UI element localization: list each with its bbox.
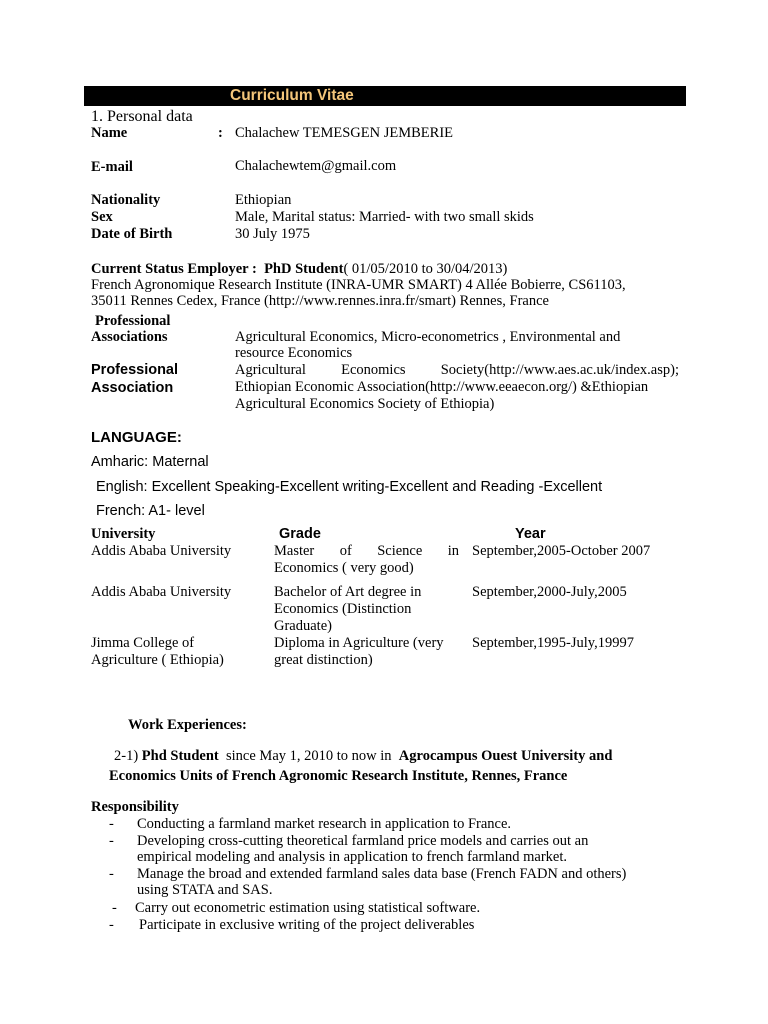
responsibility-item-2-line2: empirical modeling and analysis in application to french farmland market. — [137, 849, 568, 865]
work-entry-role: Phd Student — [141, 748, 219, 764]
language-french: French: A1- level — [96, 503, 205, 519]
education-row1-grade-line2: Economics ( very good) — [274, 560, 414, 576]
education-row3-grade-line1: Diploma in Agriculture (very — [274, 635, 444, 651]
responsibility-item-1: Conducting a farmland market research in application to France. — [137, 816, 512, 832]
work-entry-since: since May 1, 2010 to now in — [226, 748, 392, 764]
name-label: Name — [91, 125, 128, 141]
dob-value: 30 July 1975 — [235, 226, 310, 242]
education-row3-university-line1: Jimma College of — [91, 635, 195, 651]
education-row2-grade-line2: Economics (Distinction — [274, 601, 412, 617]
education-row2-year: September,2000-July,2005 — [472, 584, 627, 600]
prof-associations-value-line2: resource Economics — [235, 345, 353, 361]
language-amharic: Amharic: Maternal — [91, 454, 209, 470]
prof-associations-value-line1: Agricultural Economics, Micro-econometrics , Environmental and — [235, 329, 621, 345]
bullet-marker: - — [109, 917, 114, 933]
responsibility-item-2-line1: Developing cross-cutting theoretical farmland price models and carries out an — [137, 833, 589, 849]
prof-association-value-line3: Agricultural Economics Society of Ethiopia) — [235, 396, 495, 412]
bullet-marker: - — [109, 833, 114, 849]
current-status-role: PhD Student — [264, 261, 344, 277]
education-header-university: University — [91, 526, 156, 542]
name-colon: : — [218, 125, 223, 141]
education-header-grade: Grade — [279, 526, 321, 542]
current-status-label: Current Status Employer : — [91, 261, 257, 277]
current-status-dates: ( 01/05/2010 to 30/04/2013) — [343, 261, 508, 277]
language-english: English: Excellent Speaking-Excellent writing-Excellent and Reading -Excellent — [96, 479, 603, 495]
education-header-year: Year — [515, 526, 546, 542]
prof-associations-label-line2: Associations — [91, 329, 168, 345]
email-value: Chalachewtem@gmail.com — [235, 158, 397, 174]
education-row1-year: September,2005-October 2007 — [472, 543, 651, 559]
current-status-line — [91, 261, 507, 278]
education-row3-year: September,1995-July,19997 — [472, 635, 634, 651]
education-row3-university-line2: Agriculture ( Ethiopia) — [91, 652, 224, 668]
bullet-marker: - — [109, 816, 114, 832]
name-value: Chalachew TEMESGEN JEMBERIE — [235, 125, 454, 141]
bullet-marker: - — [112, 900, 117, 916]
responsibility-item-3-line1: Manage the broad and extended farmland sales data base (French FADN and others) — [137, 866, 627, 882]
nationality-value: Ethiopian — [235, 192, 292, 208]
responsibility-item-3-line2: using STATA and SAS. — [137, 882, 273, 898]
education-row2-grade-line3: Graduate) — [274, 618, 332, 634]
prof-association-value-line1: Agricultural Economics Society(http://www.aes.ac.uk/index.asp); — [235, 362, 679, 378]
document-title: Curriculum Vitae — [230, 87, 354, 104]
work-heading: Work Experiences: — [128, 717, 247, 733]
education-row1-grade-line1: Master of Science in — [274, 543, 459, 559]
prof-association-label-line2: Association — [91, 380, 174, 396]
work-entry-line1 — [114, 748, 612, 765]
work-entry-prefix: 2-1) — [114, 748, 139, 764]
email-label: E-mail — [91, 159, 133, 175]
responsibility-item-4: Carry out econometric estimation using statistical software. — [135, 900, 481, 916]
work-entry-org-line2: Economics Units of French Agronomic Research Institute, Rennes, France — [109, 768, 568, 784]
responsibility-item-5: Participate in exclusive writing of the project deliverables — [139, 917, 475, 933]
prof-associations-label-line1: Professional — [95, 313, 171, 329]
responsibility-heading: Responsibility — [91, 799, 179, 815]
dob-label: Date of Birth — [91, 226, 173, 242]
sex-label: Sex — [91, 209, 113, 225]
title-bar — [84, 86, 686, 106]
education-row2-grade-line1: Bachelor of Art degree in — [274, 584, 422, 600]
education-row1-university: Addis Ababa University — [91, 543, 232, 559]
section-heading-personal: 1. Personal data — [91, 108, 193, 125]
language-heading: LANGUAGE: — [91, 429, 182, 446]
work-entry-org-line1: Agrocampus Ouest University and — [398, 748, 613, 764]
employer-address-line2: 35011 Rennes Cedex, France (http://www.rennes.inra.fr/smart) Rennes, France — [91, 293, 549, 309]
prof-association-value-line2: Ethiopian Economic Association(http://www.eeaecon.org/) &Ethiopian — [235, 379, 649, 395]
sex-value: Male, Marital status: Married- with two small skids — [235, 209, 534, 225]
bullet-marker: - — [109, 866, 114, 882]
education-row3-grade-line2: great distinction) — [274, 652, 373, 668]
education-row2-university: Addis Ababa University — [91, 584, 232, 600]
employer-address-line1: French Agronomique Research Institute (INRA-UMR SMART) 4 Allée Bobierre, CS61103, — [91, 277, 626, 293]
nationality-label: Nationality — [91, 192, 161, 208]
prof-association-label-line1: Professional — [91, 362, 179, 378]
